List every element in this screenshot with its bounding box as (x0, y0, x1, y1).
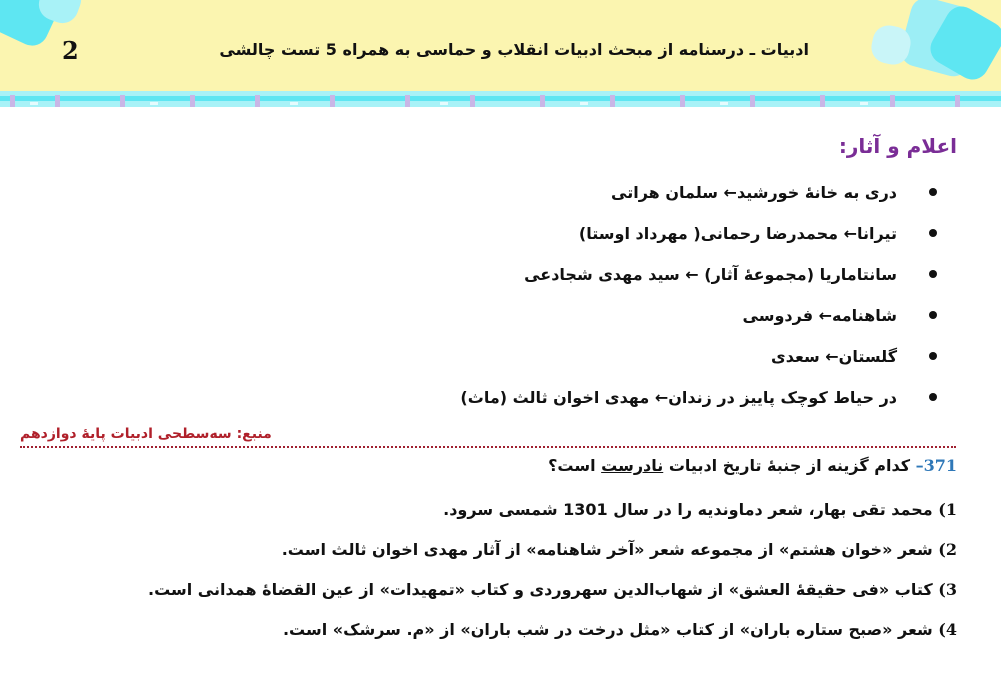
works-list (37, 172, 937, 418)
option-text: محمد تقی بهار، شعر دماوندیه را در سال 1301 شمسی سرود. (443, 500, 933, 519)
answer-option-3[interactable] (17, 570, 957, 610)
question-stem (548, 456, 957, 475)
list-item-text: شاهنامه← فردوسی (742, 306, 897, 325)
question-number: 371– (915, 456, 957, 475)
question-text-before: کدام گزینه از جنبهٔ تاریخ ادبیات (668, 456, 911, 475)
option-text: کتاب «فی حقیقهٔ العشق» از شهاب‌الدین سهروردی و کتاب «تمهیدات» از عین القضاهٔ همدانی است. (148, 580, 933, 599)
option-number: 2) (938, 540, 957, 559)
page-number: 2 (62, 36, 79, 65)
option-text: شعر «خوان هشتم» از مجموعه شعر «آخر شاهنامه» از آثار مهدی اخوان ثالث است. (281, 540, 933, 559)
header-stripe (0, 91, 1001, 107)
section-heading: اعلام و آثار: (838, 134, 957, 158)
option-number: 1) (938, 500, 957, 519)
bullet-icon (929, 393, 937, 401)
option-number: 3) (938, 580, 957, 599)
question-text-after: است؟ (548, 456, 596, 475)
answer-option-4[interactable] (17, 610, 957, 650)
stripe-pattern (0, 91, 1001, 107)
list-item-text: در حیاط کوچک پاییز در زندان← مهدی اخوان ثالث (ماث) (460, 388, 897, 407)
header-title: ادبیات ـ درسنامه از مبحث ادبیات انقلاب و حماسی به همراه 5 تست چالشی (219, 40, 809, 59)
list-item (37, 336, 937, 377)
bullet-icon (929, 229, 937, 237)
answer-option-1[interactable] (17, 490, 957, 530)
answer-options (17, 490, 957, 650)
option-number: 4) (938, 620, 957, 639)
answer-option-2[interactable] (17, 530, 957, 570)
source-divider (20, 426, 956, 448)
source-text: منبع: سه‌سطحی ادبیات پایهٔ دوازدهم (20, 426, 278, 442)
list-item-text: سانتاماریا (مجموعهٔ آثار) ← سید مهدی شجادعی (524, 265, 897, 284)
list-item (37, 377, 937, 418)
bullet-icon (929, 188, 937, 196)
list-item (37, 254, 937, 295)
option-text: شعر «صبح ستاره باران» از کتاب «مثل درخت در شب باران» از «م. سرشک» است. (282, 620, 933, 639)
page-header (0, 0, 1001, 96)
list-item-text: گلستان← سعدی (771, 347, 897, 366)
list-item (37, 172, 937, 213)
bullet-icon (929, 311, 937, 319)
list-item-text: دری به خانهٔ خورشید← سلمان هراتی (611, 183, 897, 202)
question-underlined-word: نادرست (601, 456, 664, 475)
list-item (37, 213, 937, 254)
bullet-icon (929, 352, 937, 360)
bullet-icon (929, 270, 937, 278)
list-item-text: تیرانا← محمدرضا رحمانی( مهرداد اوستا) (578, 224, 897, 243)
list-item (37, 295, 937, 336)
